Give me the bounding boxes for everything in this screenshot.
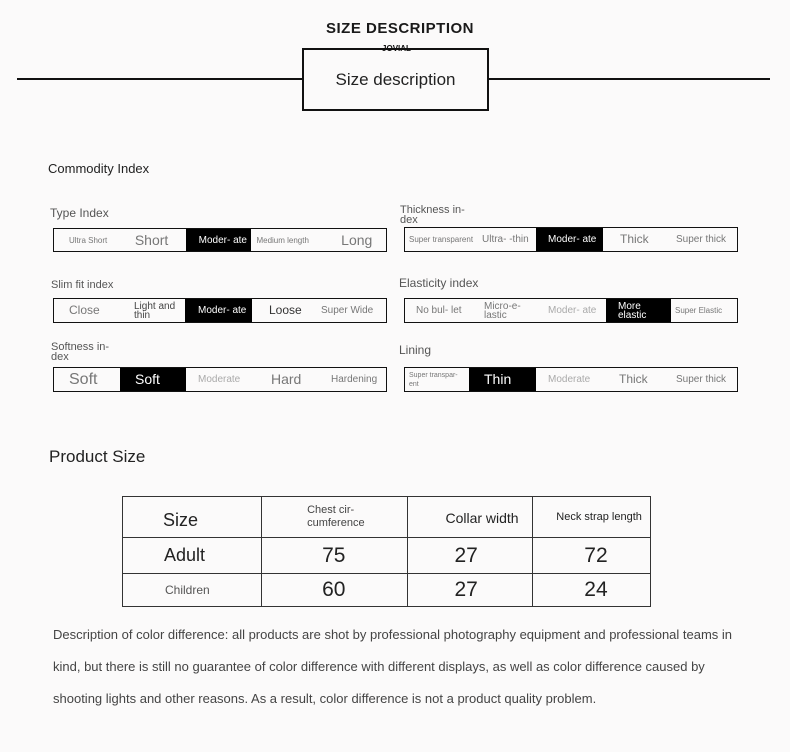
- softness-option-active: Soft: [120, 368, 186, 391]
- elasticity-option: Super Elastic: [675, 306, 723, 315]
- type-option: Ultra Short: [69, 235, 108, 245]
- chest-cell: 60: [262, 574, 408, 607]
- slim-fit-option: Loose: [269, 303, 302, 317]
- elasticity-option: Moder- ate: [548, 305, 597, 316]
- lining-option: Super transpar- ent: [409, 371, 458, 388]
- slim-fit-option-active: Moder- ate: [185, 299, 252, 322]
- softness-option: Hard: [271, 371, 302, 387]
- table-header-row: [123, 497, 651, 538]
- thickness-option: Thick: [620, 232, 649, 246]
- slim-fit-option: Super Wide: [321, 305, 374, 316]
- lining-option-active: Thin: [469, 368, 536, 391]
- neck-cell: 72: [533, 538, 651, 574]
- size-table: [122, 496, 651, 607]
- header-cell-neck: Neck strap length: [533, 497, 651, 538]
- type-option: Medium length: [256, 235, 309, 245]
- header-box: [302, 48, 489, 111]
- header-box-label: Size description: [335, 69, 456, 89]
- thickness-option: Ultra- -thin: [482, 234, 529, 245]
- elasticity-option-active: More elastic: [606, 299, 671, 322]
- type-index-label: Type Index: [50, 206, 109, 220]
- type-index-bar: [53, 228, 387, 252]
- slim-fit-index-bar: [53, 298, 387, 323]
- slim-fit-option: Light and thin: [134, 300, 176, 321]
- elasticity-option: No bul- let: [416, 305, 462, 316]
- table-row: [123, 574, 651, 607]
- slim-fit-option: Close: [69, 303, 100, 317]
- header-cell-chest: Chest cir- cumference: [262, 497, 408, 538]
- collar-cell: 27: [408, 538, 533, 574]
- type-option: Short: [134, 231, 169, 248]
- neck-cell: 24: [533, 574, 651, 607]
- size-cell: Children: [123, 574, 262, 607]
- softness-option: Moderate: [198, 374, 241, 385]
- elasticity-index-bar: [404, 298, 738, 323]
- header-cell-size: Size: [123, 497, 262, 538]
- thickness-option-active: Moder- ate: [536, 228, 603, 251]
- softness-option: Soft: [69, 371, 98, 388]
- thickness-index-label: Thickness in- dex: [400, 204, 465, 226]
- thickness-option: Super thick: [676, 234, 727, 245]
- softness-index-bar: [53, 367, 387, 392]
- softness-index-label: Softness in- dex: [51, 341, 110, 363]
- header-divider-right: [486, 78, 770, 80]
- color-difference-description: Description of color difference: all products are shot by professional photography equipment and professional teams in kind, but there is still no guarantee of color difference with different displays, as well as color difference caused by shooting lights and other reasons. As a result, color difference is not a product quality problem.: [53, 627, 733, 706]
- commodity-index-title: Commodity Index: [48, 161, 150, 176]
- softness-option: Hardening: [331, 374, 378, 385]
- header-divider-left: [17, 78, 303, 80]
- product-size-title: Product Size: [49, 447, 146, 466]
- brand-label: JOVIAL: [382, 44, 411, 53]
- elasticity-index-label: Elasticity index: [399, 276, 479, 290]
- thickness-index-bar: [404, 227, 738, 252]
- lining-bar: [404, 367, 738, 392]
- chest-cell: 75: [262, 538, 408, 574]
- table-row: [123, 538, 651, 574]
- page-title: SIZE DESCRIPTION: [325, 20, 475, 37]
- lining-option: Moderate: [548, 374, 591, 385]
- lining-label: Lining: [399, 343, 432, 357]
- type-option: Long: [341, 231, 373, 248]
- lining-option: Super thick: [676, 374, 727, 385]
- size-cell: Adult: [123, 538, 262, 574]
- type-option-active: Moder- ate: [186, 229, 252, 251]
- slim-fit-index-label: Slim fit index: [51, 279, 114, 291]
- header-cell-collar: Collar width: [408, 497, 533, 538]
- collar-cell: 27: [408, 574, 533, 607]
- elasticity-option: Micro-e- lastic: [484, 300, 521, 321]
- lining-option: Thick: [619, 372, 648, 386]
- thickness-option: Super transparent: [409, 235, 474, 244]
